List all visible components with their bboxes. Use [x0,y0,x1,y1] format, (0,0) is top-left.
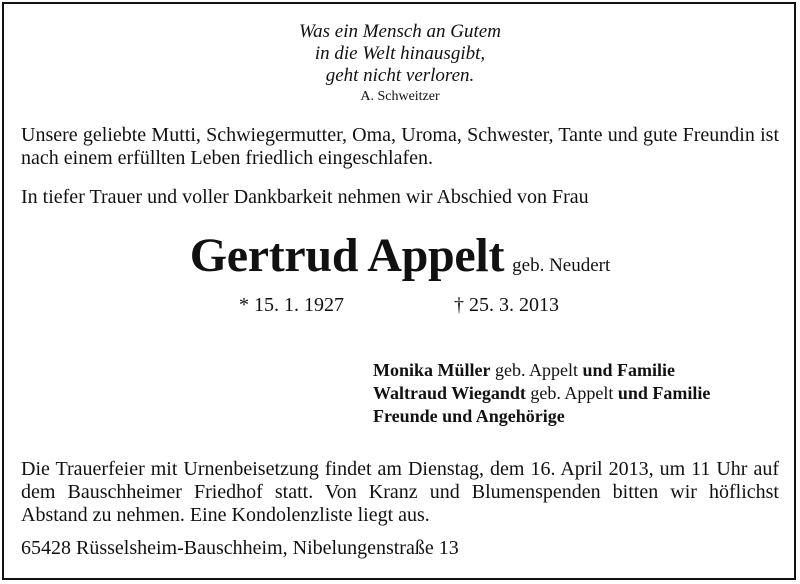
mourner-2 [373,382,710,405]
mourner-1 [373,359,675,382]
mourner-2-maiden: geb. Appelt [530,383,614,403]
quote-line-1: Was ein Mensch an Gutem [299,21,501,42]
quote-line-3: geht nicht verloren. [325,65,475,86]
ceremony-paragraph: Die Trauerfeier mit Urnenbeisetzung findet am Dienstag, dem 16. April 2013, um 11 Uhr auf dem Bauschheimer Friedhof statt. Von Kranz und Blumenspenden bitten wir höflichst Abstand zu nehmen. Eine Kondolenzliste liegt aus. [21,458,779,526]
farewell-line: In tiefer Trauer und voller Dankbarkeit nehmen wir Abschied von Frau [21,186,589,208]
quote-author: A. Schweitzer [360,89,440,104]
deceased-name: Gertrud Appelt [189,229,505,282]
mourner-1-name: Monika Müller [373,360,491,380]
address-line: 65428 Rüsselsheim-Bauschheim, Nibelungenstraße 13 [21,537,459,559]
mourner-1-maiden: geb. Appelt [495,360,578,380]
birth-date: * 15. 1. 1927 [239,294,344,316]
intro-paragraph: Unsere geliebte Mutti, Schwiegermutter, Oma, Uroma, Schwester, Tante und gute Freundin ist nach einem erfüllten Leben friedlich eingeschlafen. [21,124,779,169]
death-date: † 25. 3. 2013 [454,294,559,316]
mourner-2-suffix: und Familie [617,383,711,403]
mourner-3 [373,405,565,428]
mourner-2-name: Waltraud Wiegandt [373,383,526,403]
quote-line-2: in die Welt hinausgibt, [314,43,486,64]
mourner-1-suffix: und Familie [582,360,676,380]
deceased-maiden-name: geb. Neudert [512,255,611,276]
mourner-3-name: Freunde und Angehörige [373,406,565,426]
deceased-name-row [0,226,800,297]
